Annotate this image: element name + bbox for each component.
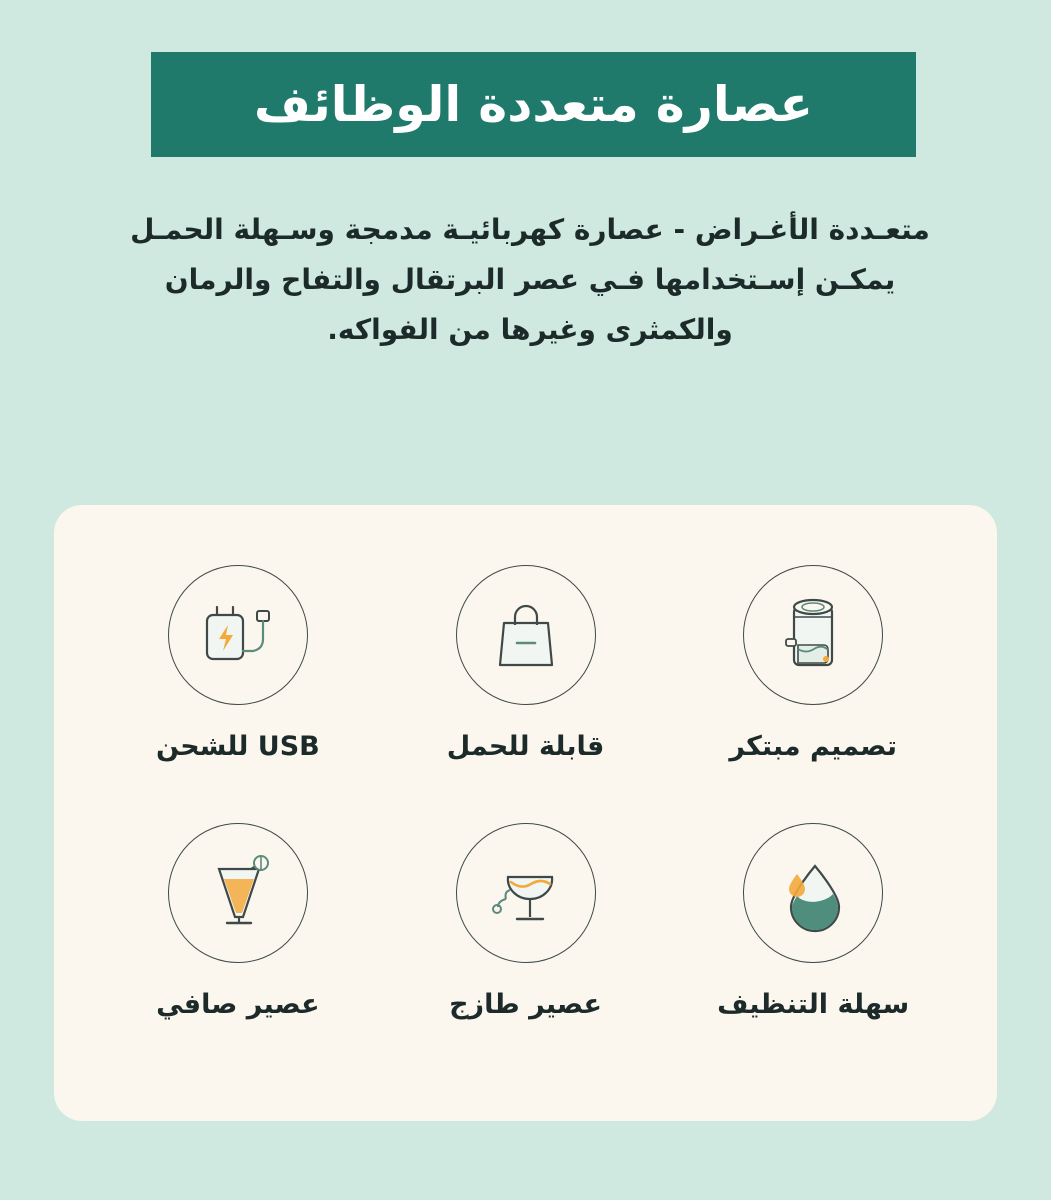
feature-item-fresh [382,823,670,1081]
feature-label: سهلة التنظيف [717,989,910,1020]
feature-item-pure [94,823,382,1081]
feature-icon-circle [456,565,596,705]
feature-label: عصير طازج [449,989,602,1020]
feature-label: تصميم مبتكر [729,731,898,762]
feature-icon-circle [743,823,883,963]
title-banner [151,52,916,157]
feature-label: عصير صافي [156,989,320,1020]
feature-icon-circle [743,565,883,705]
feature-item-portable [382,565,670,823]
juicer-icon [774,593,852,677]
cocktail-glass-icon [484,853,568,933]
feature-item-design [669,565,957,823]
water-drop-icon [773,852,853,934]
page-title: عصارة متعددة الوظائف [254,76,814,133]
feature-icon-circle [168,565,308,705]
juice-glass-icon [199,851,277,935]
usb-charger-icon [195,595,281,675]
feature-item-clean [669,823,957,1081]
feature-icon-circle [456,823,596,963]
handbag-icon [488,595,564,675]
feature-icon-circle [168,823,308,963]
feature-item-usb [94,565,382,823]
feature-label: USB للشحن [155,731,320,762]
features-card [54,505,997,1121]
feature-label: قابلة للحمل [446,731,605,762]
features-grid [94,565,957,1081]
product-description: متعـددة الأغـراض - عصارة كهربائيـة مدمجة وسـهلة الحمـل يمكـن إسـتخدامها فـي عصر البرتقال والتفاح والرمان والكمثرى وغيرها من الفواكه. [130,213,930,346]
